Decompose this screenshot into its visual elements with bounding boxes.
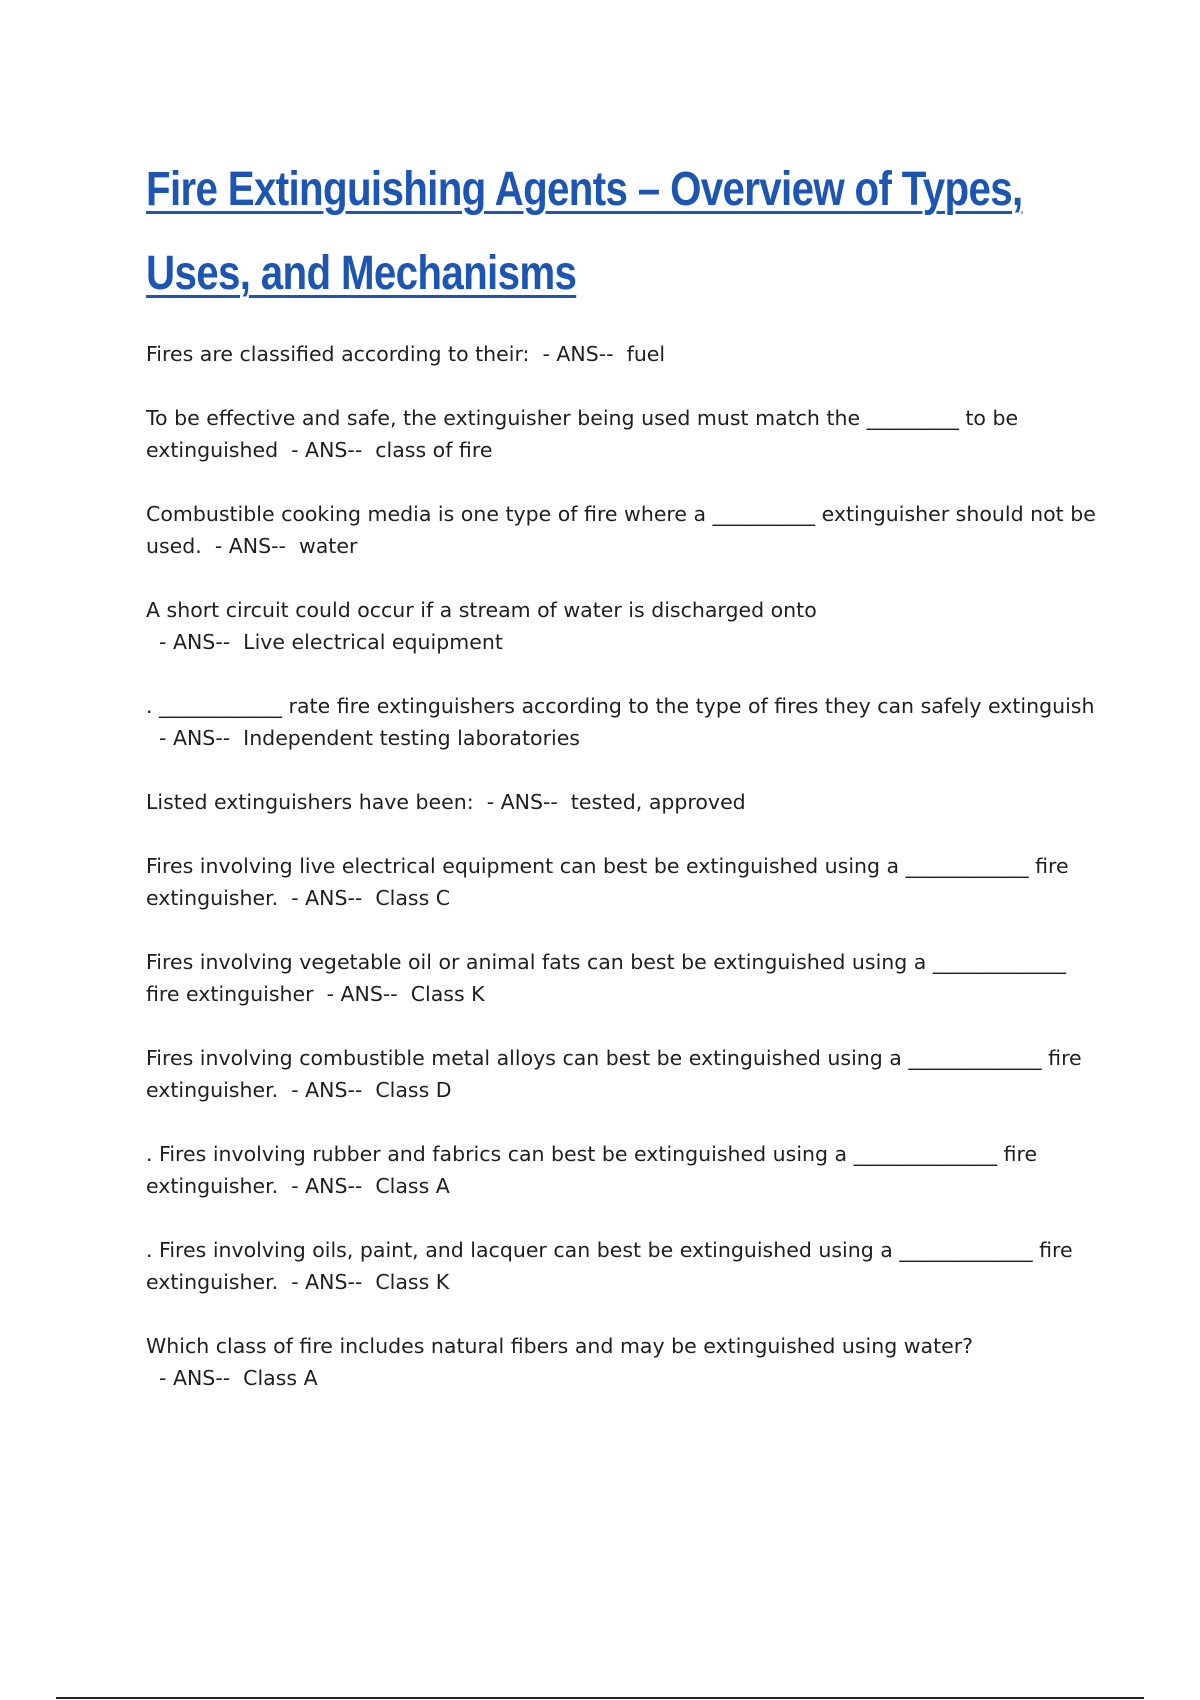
qa-item	[146, 402, 1106, 466]
question-text: . Fires involving rubber and fabrics can best be extinguished using a ______________ fire extinguisher.	[146, 1142, 1038, 1198]
answer-text: - ANS-- Independent testing laboratories	[146, 726, 580, 750]
document-title: Fire Extinguishing Agents – Overview of Types, Uses, and Mechanisms	[146, 163, 1023, 300]
qa-item	[146, 1042, 1106, 1106]
qa-item	[146, 1330, 1106, 1394]
qa-list	[146, 338, 1106, 1426]
question-text: Listed extinguishers have been:	[146, 790, 474, 814]
question-text: . ____________ rate fire extinguishers according to the type of fires they can safely extinguish	[146, 694, 1095, 718]
answer-text: - ANS-- Class C	[278, 886, 451, 910]
question-text: Fires involving live electrical equipment can best be extinguished using a ____________ fire extinguisher.	[146, 854, 1069, 910]
question-text: A short circuit could occur if a stream of water is discharged onto	[146, 598, 817, 622]
qa-item	[146, 498, 1106, 562]
qa-item	[146, 1234, 1106, 1298]
qa-item	[146, 850, 1106, 914]
answer-text: - ANS-- tested, approved	[473, 790, 746, 814]
qa-item	[146, 594, 1106, 658]
answer-text: - ANS-- Class K	[278, 1270, 450, 1294]
question-text: . Fires involving oils, paint, and lacquer can best be extinguished using a _____________ fire extinguisher.	[146, 1238, 1073, 1294]
answer-text: - ANS-- fuel	[529, 342, 666, 366]
question-text: Combustible cooking media is one type of fire where a __________ extinguisher should not be used.	[146, 502, 1096, 558]
answer-text: - ANS-- Class A	[146, 1366, 318, 1390]
question-text: Fires are classified according to their:	[146, 342, 530, 366]
footer-divider	[56, 1697, 1144, 1699]
answer-text: - ANS-- Class A	[278, 1174, 450, 1198]
answer-text: - ANS-- Class D	[278, 1078, 452, 1102]
answer-text: - ANS-- water	[201, 534, 358, 558]
answer-text: - ANS-- Class K	[313, 982, 485, 1006]
qa-item	[146, 690, 1106, 754]
qa-item	[146, 786, 1106, 818]
question-text: Fires involving combustible metal alloys can best be extinguished using a _____________ fire extinguisher.	[146, 1046, 1082, 1102]
qa-item	[146, 1138, 1106, 1202]
answer-text: - ANS-- class of fire	[278, 438, 493, 462]
question-text: Fires involving vegetable oil or animal fats can best be extinguished using a _____________ fire extinguisher	[146, 950, 1067, 1006]
question-text: Which class of fire includes natural fibers and may be extinguished using water?	[146, 1334, 974, 1358]
qa-item	[146, 946, 1106, 1010]
question-text: To be effective and safe, the extinguisher being used must match the _________ to be extinguished	[146, 406, 1019, 462]
qa-item	[146, 338, 1106, 370]
answer-text: - ANS-- Live electrical equipment	[146, 630, 503, 654]
